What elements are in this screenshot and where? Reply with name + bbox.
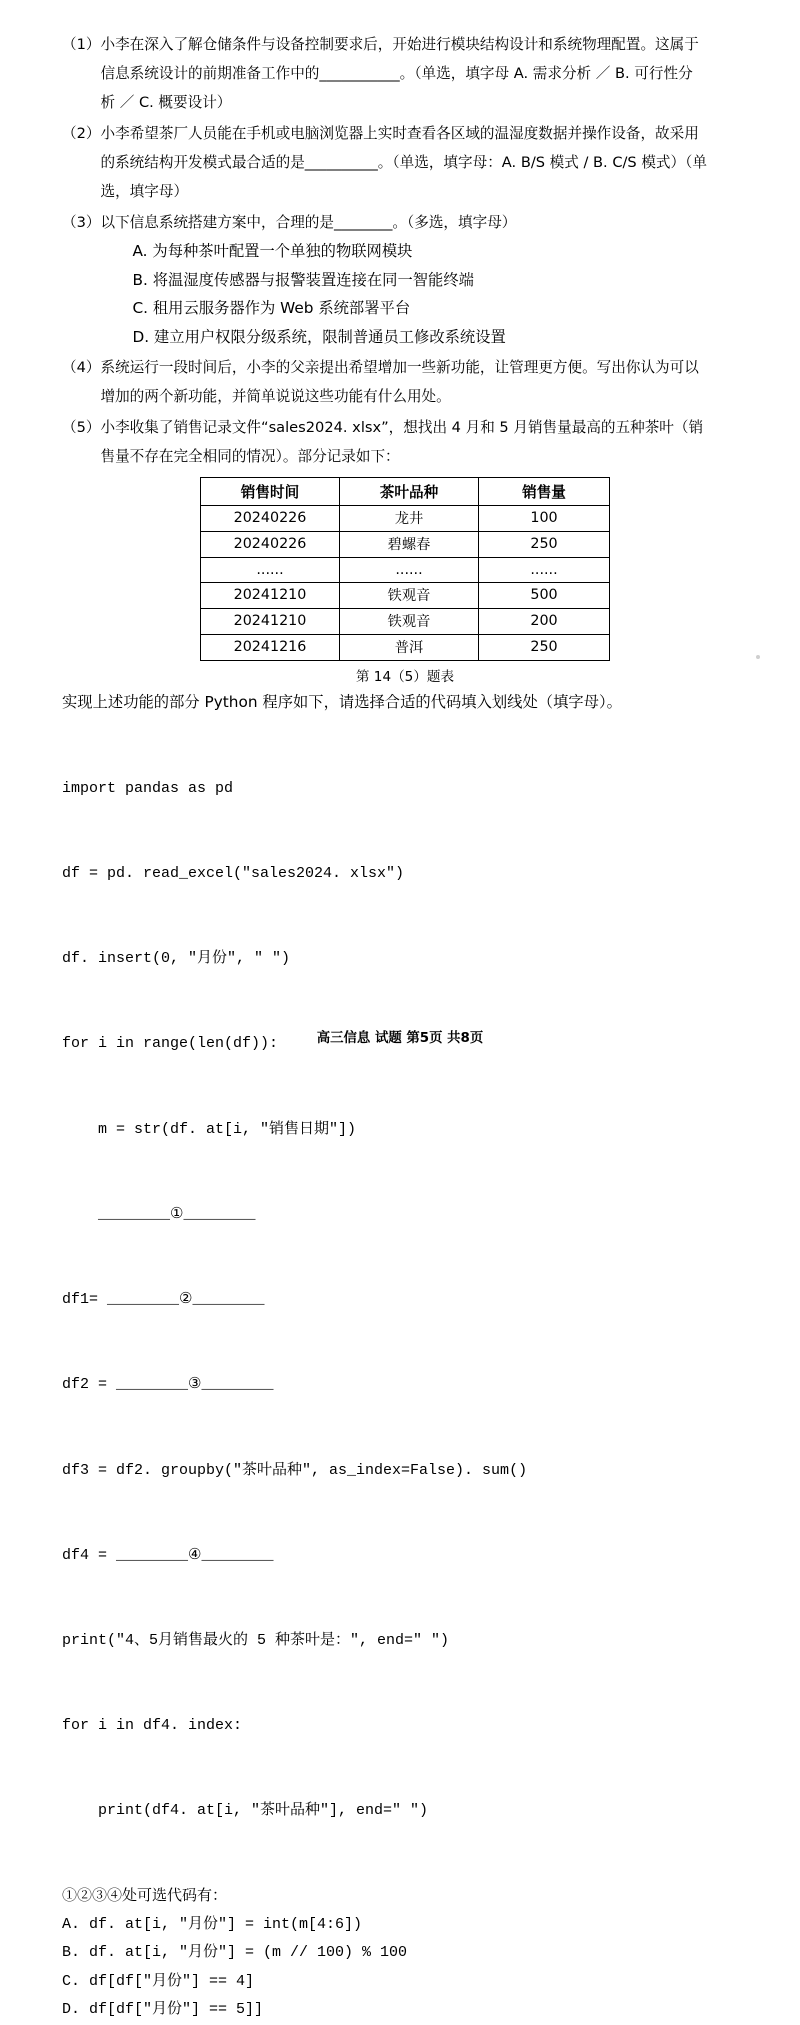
- cell-amount: 200: [479, 609, 610, 635]
- question-1-line-1: 小李在深入了解仓储条件与设备控制要求后，开始进行模块结构设计和系统物理配置。这属于: [100, 36, 699, 53]
- question-5: [62, 413, 748, 471]
- question-1: [62, 30, 748, 117]
- table-caption: 第 14（5）题表: [355, 669, 455, 685]
- question-1-number: （1）: [62, 36, 101, 53]
- question-1-line-2: 信息系统设计的前期准备工作中的___________。（单选，填字母 A. 需求分析 ／ B. 可行性分: [100, 65, 693, 82]
- code-intro-text: 实现上述功能的部分 Python 程序如下，请选择合适的代码填入划线处（填字母）。: [62, 693, 622, 711]
- code-line-8: df2 = ________③________: [62, 1376, 274, 1394]
- table-row: [201, 635, 610, 661]
- cell-variety: 普洱: [340, 635, 479, 661]
- cell-time: 20241210: [201, 609, 340, 635]
- question-5-line-1: 小李收集了销售记录文件“sales2024. xlsx”，想找出 4 月和 5 月销售量最高的五种茶叶（销: [100, 419, 704, 436]
- question-3-option-d: D. 建立用户权限分级系统，限制普通员工修改系统设置: [132, 327, 506, 346]
- sales-record-table: [200, 477, 610, 661]
- cell-variety: ......: [340, 558, 479, 583]
- code-line-6: ________①________: [62, 1205, 256, 1223]
- cell-variety: 铁观音: [340, 609, 479, 635]
- code-line-13: print(df4. at[i, "茶叶品种"], end=" "): [62, 1802, 429, 1820]
- question-5-number: （5）: [62, 419, 101, 436]
- cell-amount: 250: [479, 635, 610, 661]
- code-line-1: import pandas as pd: [62, 779, 234, 797]
- cell-variety: 龙井: [340, 506, 479, 532]
- code-line-12: for i in df4. index:: [62, 1717, 243, 1735]
- question-2-line-2: 的系统结构开发模式最合适的是__________。（单选，填字母：A. B/S 模式 / B. C/S 模式）（单: [100, 154, 707, 171]
- cell-time: 20240226: [201, 506, 340, 532]
- answer-option-c: C. df[df["月份"] == 4]: [62, 1972, 255, 1990]
- cell-time: 20241210: [201, 583, 340, 609]
- cell-amount: 500: [479, 583, 610, 609]
- question-5-line-2: 售量不存在完全相同的情况）。部分记录如下：: [100, 448, 400, 465]
- table-header-row: [201, 478, 610, 506]
- question-2-line-1: 小李希望茶厂人员能在手机或电脑浏览器上实时查看各区域的温湿度数据并操作设备，故采用: [100, 125, 699, 142]
- code-line-7: df1= ________②________: [62, 1291, 265, 1309]
- answer-option-b: B. df. at[i, "月份"] = (m // 100) % 100: [62, 1944, 408, 1962]
- answer-option-a: A. df. at[i, "月份"] = int(m[4:6]): [62, 1916, 363, 1934]
- cell-variety: 铁观音: [340, 583, 479, 609]
- question-4-line-1: 系统运行一段时间后，小李的父亲提出希望增加一些新功能，让管理更方便。写出你认为可以: [100, 359, 699, 376]
- cell-amount: 250: [479, 532, 610, 558]
- question-3: [62, 208, 748, 351]
- table-row: [201, 609, 610, 635]
- cell-time: ......: [201, 558, 340, 583]
- question-4-line-2: 增加的两个新功能，并简单说说这些功能有什么用处。: [100, 388, 451, 405]
- question-2: [62, 119, 748, 206]
- cell-variety: 碧螺春: [340, 532, 479, 558]
- cell-amount: 100: [479, 506, 610, 532]
- code-line-3: df. insert(0, "月份", " "): [62, 950, 291, 968]
- table-header-cell-2: 销售量: [479, 478, 610, 506]
- answers-intro: ①②③④处可选代码有：: [62, 1887, 228, 1905]
- answer-option-d: D. df[df["月份"] == 5]]: [62, 2001, 264, 2019]
- question-3-option-a: A. 为每种茶叶配置一个单独的物联网模块: [132, 242, 413, 260]
- table-row: [201, 532, 610, 558]
- question-3-option-c: C. 租用云服务器作为 Web 系统部署平台: [132, 299, 411, 317]
- question-4: [62, 353, 748, 411]
- cell-time: 20240226: [201, 532, 340, 558]
- table-row: [201, 506, 610, 532]
- python-code-block: [62, 718, 748, 1883]
- code-line-4: for i in range(len(df)):: [62, 1035, 279, 1053]
- table-header-cell-1: 茶叶品种: [340, 478, 479, 506]
- question-1-line-3: 析 ／ C. 概要设计）: [100, 94, 232, 111]
- code-line-10: df4 = ________④________: [62, 1546, 274, 1564]
- question-2-line-3: 选，填字母）: [100, 183, 189, 200]
- page-dot-marker: [756, 655, 760, 659]
- code-line-9: df3 = df2. groupby("茶叶品种", as_index=False). sum(): [62, 1461, 528, 1479]
- page-footer: 高三信息 试题 第5页 共8页: [316, 1031, 484, 1046]
- sales-table-wrapper: [62, 477, 748, 661]
- question-3-line-1: 以下信息系统搭建方案中，合理的是________。（多选，填字母）: [100, 214, 517, 231]
- table-row: [201, 558, 610, 583]
- code-line-5: m = str(df. at[i, "销售日期"]): [62, 1120, 357, 1138]
- cell-amount: ......: [479, 558, 610, 583]
- code-line-11: print("4、5月销售最火的 5 种茶叶是：", end=" "): [62, 1632, 450, 1649]
- table-header-cell-0: 销售时间: [201, 478, 340, 506]
- question-2-number: （2）: [62, 125, 101, 142]
- table-row: [201, 583, 610, 609]
- cell-time: 20241216: [201, 635, 340, 661]
- question-3-number: （3）: [62, 214, 101, 231]
- code-line-2: df = pd. read_excel("sales2024. xlsx"): [62, 865, 405, 883]
- question-3-option-b: B. 将温湿度传感器与报警装置连接在同一智能终端: [132, 270, 474, 289]
- question-4-number: （4）: [62, 359, 101, 376]
